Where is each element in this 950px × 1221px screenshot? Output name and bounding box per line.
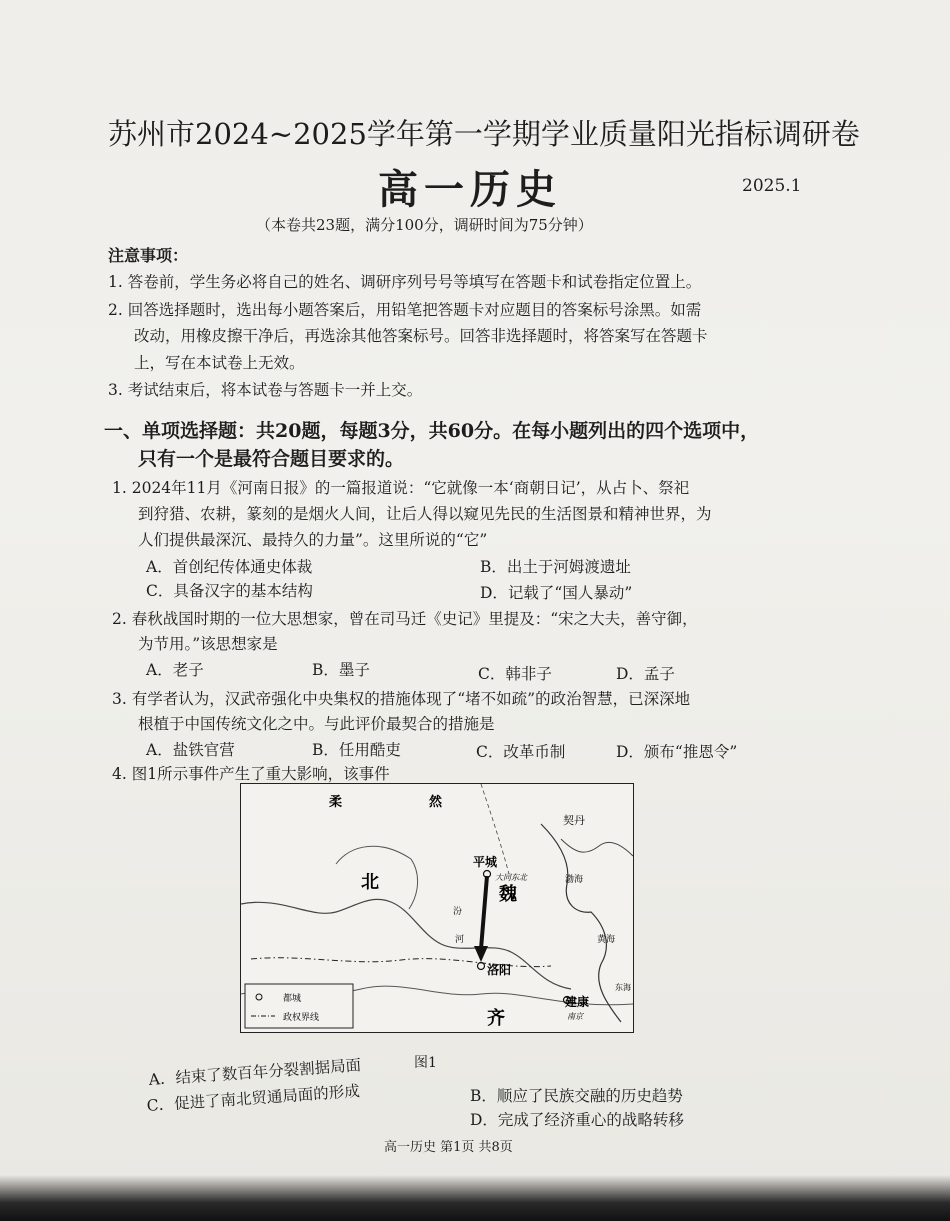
yellow-river [241, 899, 571, 989]
option-a: A．盐铁官营 [146, 741, 235, 759]
option-b: B．出土于河姆渡遗址 [480, 558, 631, 576]
notice-heading: 注意事项： [108, 246, 189, 265]
option-a: A．首创纪传体通史体裁 [146, 558, 313, 576]
historical-map [240, 783, 634, 1033]
page-footer: 高一历史 第1页 共8页 [384, 1140, 513, 1155]
map-label-rouran1: 柔 [329, 795, 343, 810]
luoyang-marker [478, 963, 485, 970]
option-b: B．任用酷吏 [312, 741, 401, 759]
option-d: D．颁布“推恩令” [616, 743, 738, 761]
option-a: A．老子 [146, 661, 204, 679]
arrow-head [474, 946, 488, 962]
option-c: C．促进了南北贸通局面的形成 [146, 1082, 361, 1115]
map-label-donghai: 东海 [615, 983, 631, 992]
question-line: 3. 有学者认为，汉武帝强化中央集权的措施体现了“堵不如疏”的政治智慧，已深深地 [112, 690, 691, 708]
notice-item: 1. 答卷前，学生务必将自己的姓名、调研序列号号等填写在答题卡和试卷指定位置上。 [108, 273, 702, 291]
notice-item: 改动，用橡皮擦干净后，再选涂其他答案标号。回答非选择题时，将答案写在答题卡 [134, 327, 708, 345]
section-heading: 一、单项选择题：共20题，每题3分，共60分。在每小题列出的四个选项中， [104, 420, 760, 442]
map-drawing [241, 784, 633, 1032]
exam-title: 苏州市2024~2025学年第一学期学业质量阳光指标调研卷 [108, 117, 860, 151]
map-label-rouran2: 然 [429, 795, 443, 810]
map-label-datong: 大同东北 [495, 873, 527, 882]
legend-capital-label: 都城 [283, 994, 302, 1004]
question-line: 根植于中国传统文化之中。与此评价最契合的措施是 [138, 715, 495, 733]
coastline [541, 824, 621, 1022]
subject-title: 高一历史 [378, 166, 562, 213]
question-line: 1. 2024年11月《河南日报》的一篇报道说：“它就像一本‘商朝日记’，从占卜、祭祀 [112, 479, 690, 497]
map-label-luoyang: 洛阳 [487, 963, 512, 977]
option-c: C．韩非子 [478, 665, 552, 683]
option-c: C．具备汉字的基本结构 [146, 582, 313, 600]
exam-date: 2025.1 [742, 176, 802, 196]
option-a: A．结束了数百年分裂割据局面 [148, 1056, 362, 1089]
option-b: B．顺应了民族交融的历史趋势 [470, 1087, 683, 1105]
option-d: D．记载了“国人暴动” [480, 584, 633, 602]
map-label-pingcheng: 平城 [473, 855, 498, 869]
map-label-qidan: 契丹 [563, 814, 585, 827]
map-label-fen: 汾 [453, 907, 463, 917]
question-line: 4. 图1所示事件产生了重大影响，该事件 [112, 765, 390, 783]
notice-item: 3. 考试结束后，将本试卷与答题卡一并上交。 [108, 381, 423, 399]
notice-item: 上，写在本试卷上无效。 [134, 354, 305, 372]
figure-label: 图1 [414, 1055, 437, 1071]
exam-meta: （本卷共23题，满分100分，调研时间为75分钟） [256, 216, 593, 234]
scan-shadow [0, 1175, 950, 1221]
section-heading: 只有一个是最符合题目要求的。 [138, 448, 405, 470]
option-d: D．孟子 [616, 665, 675, 683]
map-label-nanjing: 南京 [567, 1012, 583, 1021]
migration-arrow [481, 876, 487, 949]
notice-item: 2. 回答选择题时，选出每小题答案后，用铅笔把答题卡对应题目的答案标号涂黑。如需 [108, 301, 702, 319]
map-label-qi: 齐 [487, 1008, 505, 1029]
map-label-he: 河 [455, 935, 465, 945]
option-d: D．完成了经济重心的战略转移 [470, 1111, 684, 1129]
option-c: C．改革币制 [476, 743, 566, 761]
map-label-huanghai: 黄海 [597, 935, 616, 945]
question-line: 人们提供最深沉、最持久的力量”。这里所说的“它” [138, 531, 488, 549]
map-label-bei: 北 [361, 872, 379, 893]
legend-border-label: 政权界线 [283, 1013, 320, 1023]
option-b: B．墨子 [312, 661, 370, 679]
map-label-bohai: 渤海 [565, 875, 584, 885]
question-line: 为节用。”该思想家是 [138, 635, 278, 653]
map-label-jiankang: 建康 [565, 995, 590, 1009]
question-line: 到狩猎、农耕，篆刻的是烟火人间，让后人得以窥见先民的生活图景和精神世界，为 [138, 505, 712, 523]
map-label-wei: 魏 [499, 884, 517, 905]
coastline-north [561, 839, 633, 856]
question-line: 2. 春秋战国时期的一位大思想家，曾在司马迁《史记》里提及：“宋之大夫，善守御， [112, 610, 698, 628]
